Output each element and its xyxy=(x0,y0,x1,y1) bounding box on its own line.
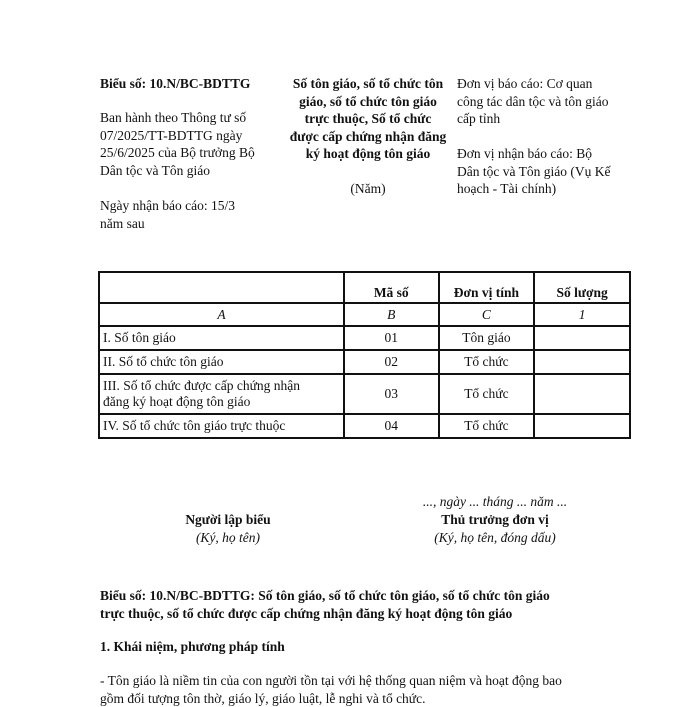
column-header: Đơn vị tính xyxy=(439,272,535,303)
row-code: 01 xyxy=(344,326,439,350)
row-code: 04 xyxy=(344,414,439,438)
code-cell: B xyxy=(344,303,439,326)
report-table xyxy=(98,271,631,439)
column-header: Số lượng xyxy=(534,272,630,303)
row-code: 02 xyxy=(344,350,439,374)
row-quantity[interactable] xyxy=(534,414,630,438)
code-cell: A xyxy=(99,303,344,326)
code-cell: C xyxy=(439,303,535,326)
row-unit: Tổ chức xyxy=(439,350,535,374)
table-row xyxy=(99,326,630,350)
row-quantity[interactable] xyxy=(534,350,630,374)
reporting-unit: Đơn vị báo cáo: Cơ quan công tác dân tộc và tôn giáo cấp tỉnh xyxy=(457,76,609,126)
row-unit: Tổ chức xyxy=(439,374,535,414)
issued-by-text: Ban hành theo Thông tư số 07/2025/TT-BDTTG ngày 25/6/2025 của Bộ trưởng Bộ Dân tộc và Tôn giáo xyxy=(100,110,255,178)
row-quantity[interactable] xyxy=(534,326,630,350)
receive-date-text: Ngày nhận báo cáo: 15/3 năm sau xyxy=(100,198,235,231)
column-header xyxy=(99,272,344,303)
head-title: Thủ trưởng đơn vị xyxy=(441,512,549,527)
row-name: II. Số tổ chức tôn giáo xyxy=(99,350,344,374)
preparer-note: (Ký, họ tên) xyxy=(195,530,261,545)
code-row xyxy=(99,303,630,326)
column-header: Mã số xyxy=(344,272,439,303)
report-title: Số tôn giáo, số tổ chức tôn giáo, số tổ chức tôn giáo trực thuộc, Số tổ chức được cấp chứng nhận đăng ký hoạt động tôn giáo xyxy=(289,76,447,161)
sign-date-line: ..., ngày ... tháng ... năm ... xyxy=(422,494,568,509)
row-name: III. Số tổ chức được cấp chứng nhận đăng ký hoạt động tôn giáo xyxy=(99,374,344,414)
head-note: (Ký, họ tên, đóng dấu) xyxy=(434,530,556,545)
row-unit: Tôn giáo xyxy=(439,326,535,350)
row-quantity[interactable] xyxy=(534,374,630,414)
section-title: 1. Khái niệm, phương pháp tính xyxy=(100,639,285,654)
row-code: 03 xyxy=(344,374,439,414)
receiving-unit: Đơn vị nhận báo cáo: Bộ Dân tộc và Tôn giáo (Vụ Kế hoạch - Tài chính) xyxy=(457,146,611,196)
table-row xyxy=(99,374,630,414)
row-name: I. Số tôn giáo xyxy=(99,326,344,350)
row-name: IV. Số tổ chức tôn giáo trực thuộc xyxy=(99,414,344,438)
row-unit: Tổ chức xyxy=(439,414,535,438)
report-period: (Năm) xyxy=(350,181,386,196)
explanation-paragraph: - Tôn giáo là niềm tin của con người tồn tại với hệ thống quan niệm và hoạt động bao gồm đối tượng tôn thờ, giáo lý, giáo luật, lễ nghi và tổ chức. xyxy=(100,673,562,706)
table-row xyxy=(99,414,630,438)
form-code: Biểu số: 10.N/BC-BDTTG xyxy=(100,76,251,91)
table-header-row xyxy=(99,272,630,303)
explanation-heading: Biểu số: 10.N/BC-BDTTG: Số tôn giáo, số tổ chức tôn giáo, số tổ chức tôn giáo trực thuộc, số tổ chức được cấp chứng nhận đăng ký hoạt động tôn giáo xyxy=(100,588,550,621)
table-row xyxy=(99,350,630,374)
code-cell: 1 xyxy=(534,303,630,326)
preparer-title: Người lập biểu xyxy=(185,512,271,527)
